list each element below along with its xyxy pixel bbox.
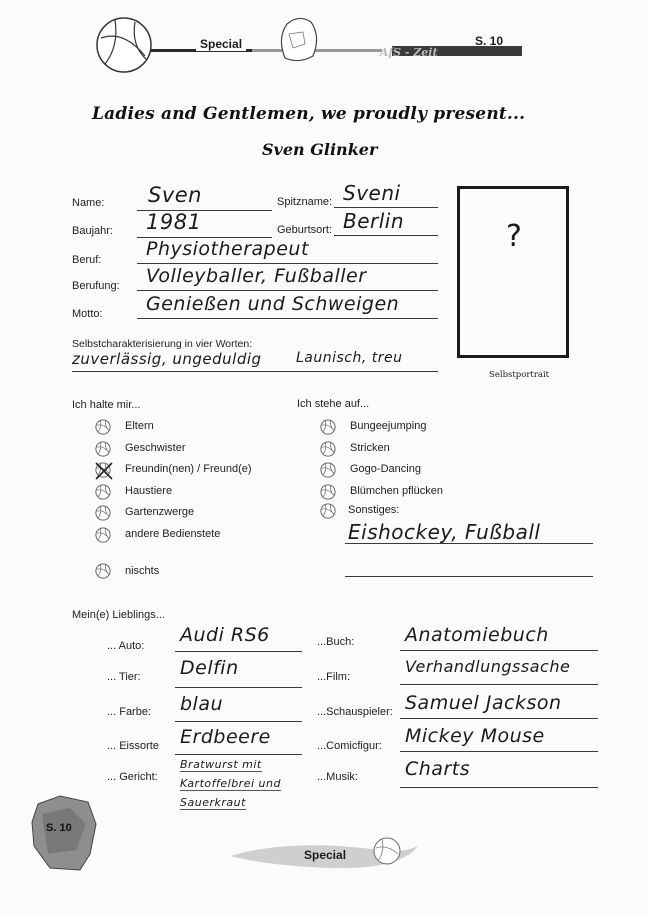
page-number: S. 10: [475, 34, 504, 48]
checkbox-ball-icon: [95, 419, 111, 435]
fav-auto-label: ... Auto:: [107, 640, 145, 652]
fav-comic-line: [400, 751, 598, 752]
fav-schauspieler-value: Samuel Jackson: [405, 692, 562, 714]
fav-musik-line: [400, 787, 598, 788]
holds-none-label: nischts: [125, 565, 160, 577]
job-label: Beruf:: [72, 254, 102, 266]
checkbox-ball-icon: [320, 503, 336, 519]
header-banner: AfS - Zeit: [380, 46, 438, 59]
cross-mark-icon: [94, 461, 114, 481]
fav-buch-line: [400, 650, 598, 651]
nickname-line: [334, 207, 438, 208]
fav-tier-line: [175, 687, 302, 688]
birthplace-line: [334, 235, 438, 236]
checkbox-ball-icon: [95, 441, 111, 457]
checkbox-ball-icon: [320, 462, 336, 478]
likes-other-label: Sonstiges:: [348, 504, 400, 516]
year-label: Baujahr:: [72, 225, 113, 237]
fav-film-value: Verhandlungssache: [405, 657, 571, 676]
likes-item[interactable]: [320, 484, 510, 504]
motto-label: Motto:: [72, 308, 103, 320]
holds-item[interactable]: [95, 527, 285, 547]
fav-tier-value: Delfin: [180, 657, 239, 679]
likes-other-line-2: [345, 576, 593, 577]
fav-eis-label: ... Eissorte: [107, 740, 159, 752]
fav-farbe-line: [175, 721, 302, 722]
fav-gericht-label: ... Gericht:: [107, 771, 158, 783]
nickname-value: Sveni: [343, 181, 401, 205]
holds-item[interactable]: [95, 505, 285, 525]
job-value: Physiotherapeut: [146, 238, 309, 260]
holds-item-label: Geschwister: [125, 441, 186, 454]
holds-item-label: Haustiere: [125, 484, 173, 497]
holds-item[interactable]: [95, 462, 285, 482]
fav-gericht-value-3: Sauerkraut: [180, 796, 246, 809]
likes-item-label: Gogo-Dancing: [350, 463, 421, 475]
fav-eis-line: [175, 754, 302, 755]
checkbox-ball-icon: [320, 484, 336, 500]
motto-line: [137, 318, 438, 319]
person-name-title: Sven Glinker: [262, 140, 378, 159]
fav-gericht-value-2: Kartoffelbrei und: [180, 777, 281, 790]
volleyball-icon: [95, 16, 153, 74]
motto-value: Genießen und Schweigen: [146, 293, 400, 315]
fav-schauspieler-label: ...Schauspieler:: [317, 706, 393, 718]
likes-item[interactable]: [320, 462, 510, 482]
portrait-frame: [457, 186, 569, 358]
nickname-label: Spitzname:: [277, 196, 333, 208]
portrait-caption: Selbstportrait: [489, 370, 550, 380]
fav-comic-label: ...Comicfigur:: [317, 740, 382, 752]
year-value: 1981: [146, 210, 202, 234]
fav-buch-value: Anatomiebuch: [405, 624, 549, 646]
footer-special: Special: [304, 848, 347, 862]
likes-item-label: Blümchen pflücken: [350, 484, 443, 497]
fav-film-line: [400, 684, 598, 685]
calling-value: Volleyballer, Fußballer: [146, 265, 367, 287]
name-label: Name:: [72, 197, 105, 209]
likes-item-label: Bungeejumping: [350, 420, 427, 432]
holds-item-label: Gartenzwerge: [125, 506, 195, 518]
fav-comic-value: Mickey Mouse: [405, 725, 545, 747]
holds-item[interactable]: [95, 484, 285, 504]
name-value: Sven: [148, 183, 202, 207]
fav-auto-line: [175, 651, 302, 652]
checkbox-ball-icon: [95, 527, 111, 543]
checkbox-ball-icon: [320, 441, 336, 457]
checkbox-ball-icon: [95, 505, 111, 521]
checkbox-ball-icon: [320, 419, 336, 435]
calling-label: Berufung:: [72, 280, 120, 292]
birthplace-value: Berlin: [343, 209, 405, 233]
fav-eis-value: Erdbeere: [180, 726, 271, 748]
likes-other-line: [345, 543, 593, 544]
holds-none-item[interactable]: [95, 563, 215, 583]
holds-item-label: Freundin(nen) / Freund(e): [125, 463, 252, 475]
fav-film-label: ...Film:: [317, 671, 350, 683]
fav-farbe-label: ... Farbe:: [107, 706, 152, 718]
checkbox-ball-icon: [95, 484, 111, 500]
selfchar-value-1: zuverlässig, ungeduldig: [72, 350, 262, 368]
fav-musik-label: ...Musik:: [317, 771, 358, 783]
likes-item[interactable]: [320, 441, 510, 461]
holds-item-label: Eltern: [125, 420, 154, 432]
corner-badge-graphic: [30, 794, 100, 874]
calling-line: [137, 290, 438, 291]
likes-other-value: Eishockey, Fußball: [348, 520, 541, 544]
corner-badge-label: S. 10: [46, 822, 72, 834]
likes-item-label: Stricken: [350, 441, 390, 454]
birthplace-label: Geburtsort:: [277, 224, 333, 236]
holds-item[interactable]: [95, 419, 285, 439]
checkbox-ball-icon: [95, 563, 111, 579]
header-special: Special: [196, 37, 246, 51]
fav-farbe-value: blau: [180, 693, 224, 715]
fav-auto-value: Audi RS6: [180, 624, 270, 646]
holds-item-label: andere Bedienstete: [125, 527, 221, 540]
page-title: Ladies and Gentlemen, we proudly present...: [92, 104, 526, 124]
selfchar-value-2: Launisch, treu: [296, 350, 403, 366]
selfchar-line: [72, 371, 438, 372]
soccer-ball-icon: [275, 14, 321, 64]
favorites-heading: Mein(e) Lieblings...: [72, 609, 165, 621]
selfchar-label: Selbstcharakterisierung in vier Worten:: [72, 338, 253, 350]
fav-schauspieler-line: [400, 718, 598, 719]
fav-musik-value: Charts: [405, 758, 471, 780]
fav-gericht-value-1: Bratwurst mit: [180, 758, 262, 771]
likes-item[interactable]: [320, 419, 510, 439]
likes-heading: Ich stehe auf...: [297, 398, 370, 410]
holds-heading: Ich halte mir...: [72, 399, 141, 411]
fav-buch-label: ...Buch:: [317, 636, 355, 648]
fav-tier-label: ... Tier:: [107, 671, 141, 683]
job-line: [137, 263, 438, 264]
portrait-question-mark: ?: [506, 219, 523, 254]
holds-item[interactable]: [95, 441, 285, 461]
footer-ball-icon: [372, 836, 402, 866]
